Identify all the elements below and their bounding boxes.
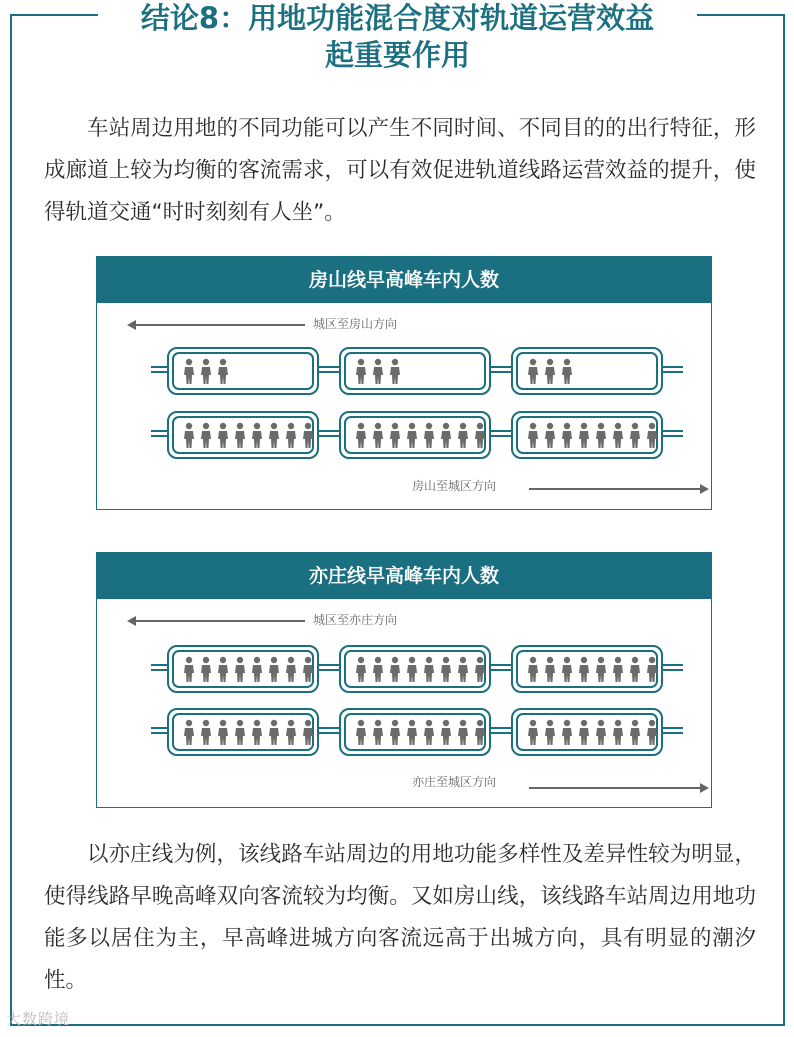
conclusion-paragraph-block xyxy=(44,834,756,1002)
train-car xyxy=(339,645,491,693)
passenger-icon xyxy=(645,656,659,682)
passenger-icon xyxy=(560,719,574,745)
passenger-icon xyxy=(388,358,402,384)
passenger-icon xyxy=(182,719,196,745)
passenger-icon xyxy=(182,656,196,682)
passenger-icon xyxy=(354,719,368,745)
arrow-left-icon xyxy=(129,324,305,326)
passenger-icon xyxy=(371,358,385,384)
passenger-icon xyxy=(422,656,436,682)
train-car xyxy=(339,347,491,395)
passenger-icon xyxy=(611,719,625,745)
passenger-icon xyxy=(577,656,591,682)
fangshan-panel xyxy=(96,256,712,510)
frame-top-left-border xyxy=(10,14,98,16)
direction-label-bottom: 亦庄至城区方向 xyxy=(412,775,497,789)
passenger-icon xyxy=(628,422,642,448)
passenger-icon xyxy=(354,358,368,384)
train-car xyxy=(511,708,663,756)
passenger-icon xyxy=(543,422,557,448)
passenger-icon xyxy=(250,422,264,448)
passenger-icon xyxy=(543,656,557,682)
passenger-icon xyxy=(577,719,591,745)
frame-right-border xyxy=(783,14,785,1026)
passenger-icon xyxy=(422,719,436,745)
arrow-left-icon xyxy=(129,620,305,622)
passenger-icon xyxy=(594,656,608,682)
frame-top-right-border xyxy=(697,14,785,16)
train-car xyxy=(167,411,319,459)
passenger-icon xyxy=(284,422,298,448)
passenger-icon xyxy=(526,422,540,448)
passenger-icon xyxy=(250,656,264,682)
passenger-icon xyxy=(199,656,213,682)
train-car-inner xyxy=(344,713,486,751)
rail-coupler xyxy=(317,430,341,437)
passenger-icon xyxy=(216,422,230,448)
passenger-icon xyxy=(284,719,298,745)
passenger-icon xyxy=(182,358,196,384)
passenger-icon xyxy=(233,422,247,448)
passenger-icon xyxy=(199,422,213,448)
passenger-icon xyxy=(388,422,402,448)
passenger-icon xyxy=(628,719,642,745)
passenger-icon xyxy=(371,719,385,745)
passenger-icon xyxy=(543,358,557,384)
train-car xyxy=(339,411,491,459)
passenger-icon xyxy=(526,358,540,384)
train-car-inner xyxy=(344,416,486,454)
passenger-icon xyxy=(233,656,247,682)
passenger-icon xyxy=(301,422,315,448)
rail-coupler xyxy=(661,430,683,437)
passenger-icon xyxy=(543,719,557,745)
frame-left-border xyxy=(10,14,12,1026)
train-car-inner xyxy=(172,713,314,751)
train-outbound xyxy=(151,347,683,395)
passenger-icon xyxy=(611,656,625,682)
rail-coupler xyxy=(489,430,513,437)
direction-label-top: 城区至房山方向 xyxy=(313,317,398,331)
passenger-icon xyxy=(577,422,591,448)
passenger-icon xyxy=(371,656,385,682)
passenger-icon xyxy=(267,422,281,448)
passenger-icon xyxy=(284,656,298,682)
passenger-icon xyxy=(611,422,625,448)
passenger-icon xyxy=(645,719,659,745)
passenger-icon xyxy=(388,656,402,682)
passenger-icon xyxy=(216,719,230,745)
passenger-icon xyxy=(594,719,608,745)
passenger-icon xyxy=(199,358,213,384)
train-car xyxy=(167,347,319,395)
passenger-icon xyxy=(199,719,213,745)
passenger-icon xyxy=(560,358,574,384)
rail-coupler xyxy=(489,727,513,734)
train-car xyxy=(511,411,663,459)
passenger-icon xyxy=(250,719,264,745)
train-car-inner xyxy=(344,352,486,390)
title-line-2: 起重要作用 xyxy=(324,38,470,72)
passenger-icon xyxy=(439,719,453,745)
train-car xyxy=(511,645,663,693)
train-car-inner xyxy=(172,650,314,688)
passenger-icon xyxy=(405,656,419,682)
passenger-icon xyxy=(628,656,642,682)
passenger-icon xyxy=(439,656,453,682)
passenger-icon xyxy=(594,422,608,448)
passenger-icon xyxy=(456,719,470,745)
rail-coupler xyxy=(489,664,513,671)
train-car xyxy=(339,708,491,756)
train-car xyxy=(167,645,319,693)
passenger-icon xyxy=(354,422,368,448)
passenger-icon xyxy=(560,656,574,682)
train-car-inner xyxy=(516,650,658,688)
page-title xyxy=(100,0,695,74)
train-car xyxy=(511,347,663,395)
passenger-icon xyxy=(216,358,230,384)
passenger-icon xyxy=(473,719,487,745)
passenger-icon xyxy=(388,719,402,745)
title-line-1: 结论8：用地功能混合度对轨道运营效益 xyxy=(140,1,655,35)
passenger-icon xyxy=(301,656,315,682)
train-car xyxy=(167,708,319,756)
passenger-icon xyxy=(422,422,436,448)
train-car-inner xyxy=(516,713,658,751)
intro-paragraph-block xyxy=(44,108,756,234)
panel-heading: 亦庄线早高峰车内人数 xyxy=(97,553,711,599)
passenger-icon xyxy=(645,422,659,448)
rail-coupler xyxy=(661,366,683,373)
passenger-icon xyxy=(233,719,247,745)
train-car-inner xyxy=(172,352,314,390)
watermark: 大数跨境 xyxy=(6,1010,71,1028)
passenger-icon xyxy=(405,719,419,745)
passenger-icon xyxy=(456,422,470,448)
train-car-inner xyxy=(344,650,486,688)
intro-paragraph: 车站周边用地的不同功能可以产生不同时间、不同目的的出行特征，形成廊道上较为均衡的客流需求，可以有效促进轨道线路运营效益的提升，使得轨道交通“时时刻刻有人坐”。 xyxy=(44,116,756,225)
panel-heading: 房山线早高峰车内人数 xyxy=(97,257,711,303)
passenger-icon xyxy=(405,422,419,448)
passenger-icon xyxy=(354,656,368,682)
passenger-icon xyxy=(526,656,540,682)
rail-coupler xyxy=(661,664,683,671)
train-inbound xyxy=(151,411,683,459)
passenger-icon xyxy=(267,656,281,682)
passenger-icon xyxy=(182,422,196,448)
frame-bottom-border xyxy=(10,1024,785,1026)
rail-coupler xyxy=(489,366,513,373)
arrow-right-icon xyxy=(529,787,707,789)
train-car-inner xyxy=(172,416,314,454)
rail-coupler xyxy=(317,727,341,734)
train-car-inner xyxy=(516,416,658,454)
passenger-icon xyxy=(216,656,230,682)
rail-coupler xyxy=(317,664,341,671)
arrow-right-icon xyxy=(529,488,707,490)
rail-coupler xyxy=(661,727,683,734)
direction-label-top: 城区至亦庄方向 xyxy=(313,613,398,627)
passenger-icon xyxy=(560,422,574,448)
train-inbound xyxy=(151,708,683,756)
passenger-icon xyxy=(473,656,487,682)
train-outbound xyxy=(151,645,683,693)
rail-coupler xyxy=(317,366,341,373)
passenger-icon xyxy=(473,422,487,448)
passenger-icon xyxy=(439,422,453,448)
conclusion-paragraph: 以亦庄线为例，该线路车站周边的用地功能多样性及差异性较为明显，使得线路早晚高峰双向客流较为均衡。又如房山线，该线路车站周边用地功能多以居住为主，早高峰进城方向客流远高于出城方向，具有明显的潮汐性。 xyxy=(44,842,756,993)
passenger-icon xyxy=(456,656,470,682)
passenger-icon xyxy=(526,719,540,745)
direction-label-bottom: 房山至城区方向 xyxy=(412,479,497,493)
passenger-icon xyxy=(301,719,315,745)
passenger-icon xyxy=(267,719,281,745)
train-car-inner xyxy=(516,352,658,390)
yizhuang-panel xyxy=(96,552,712,808)
passenger-icon xyxy=(371,422,385,448)
